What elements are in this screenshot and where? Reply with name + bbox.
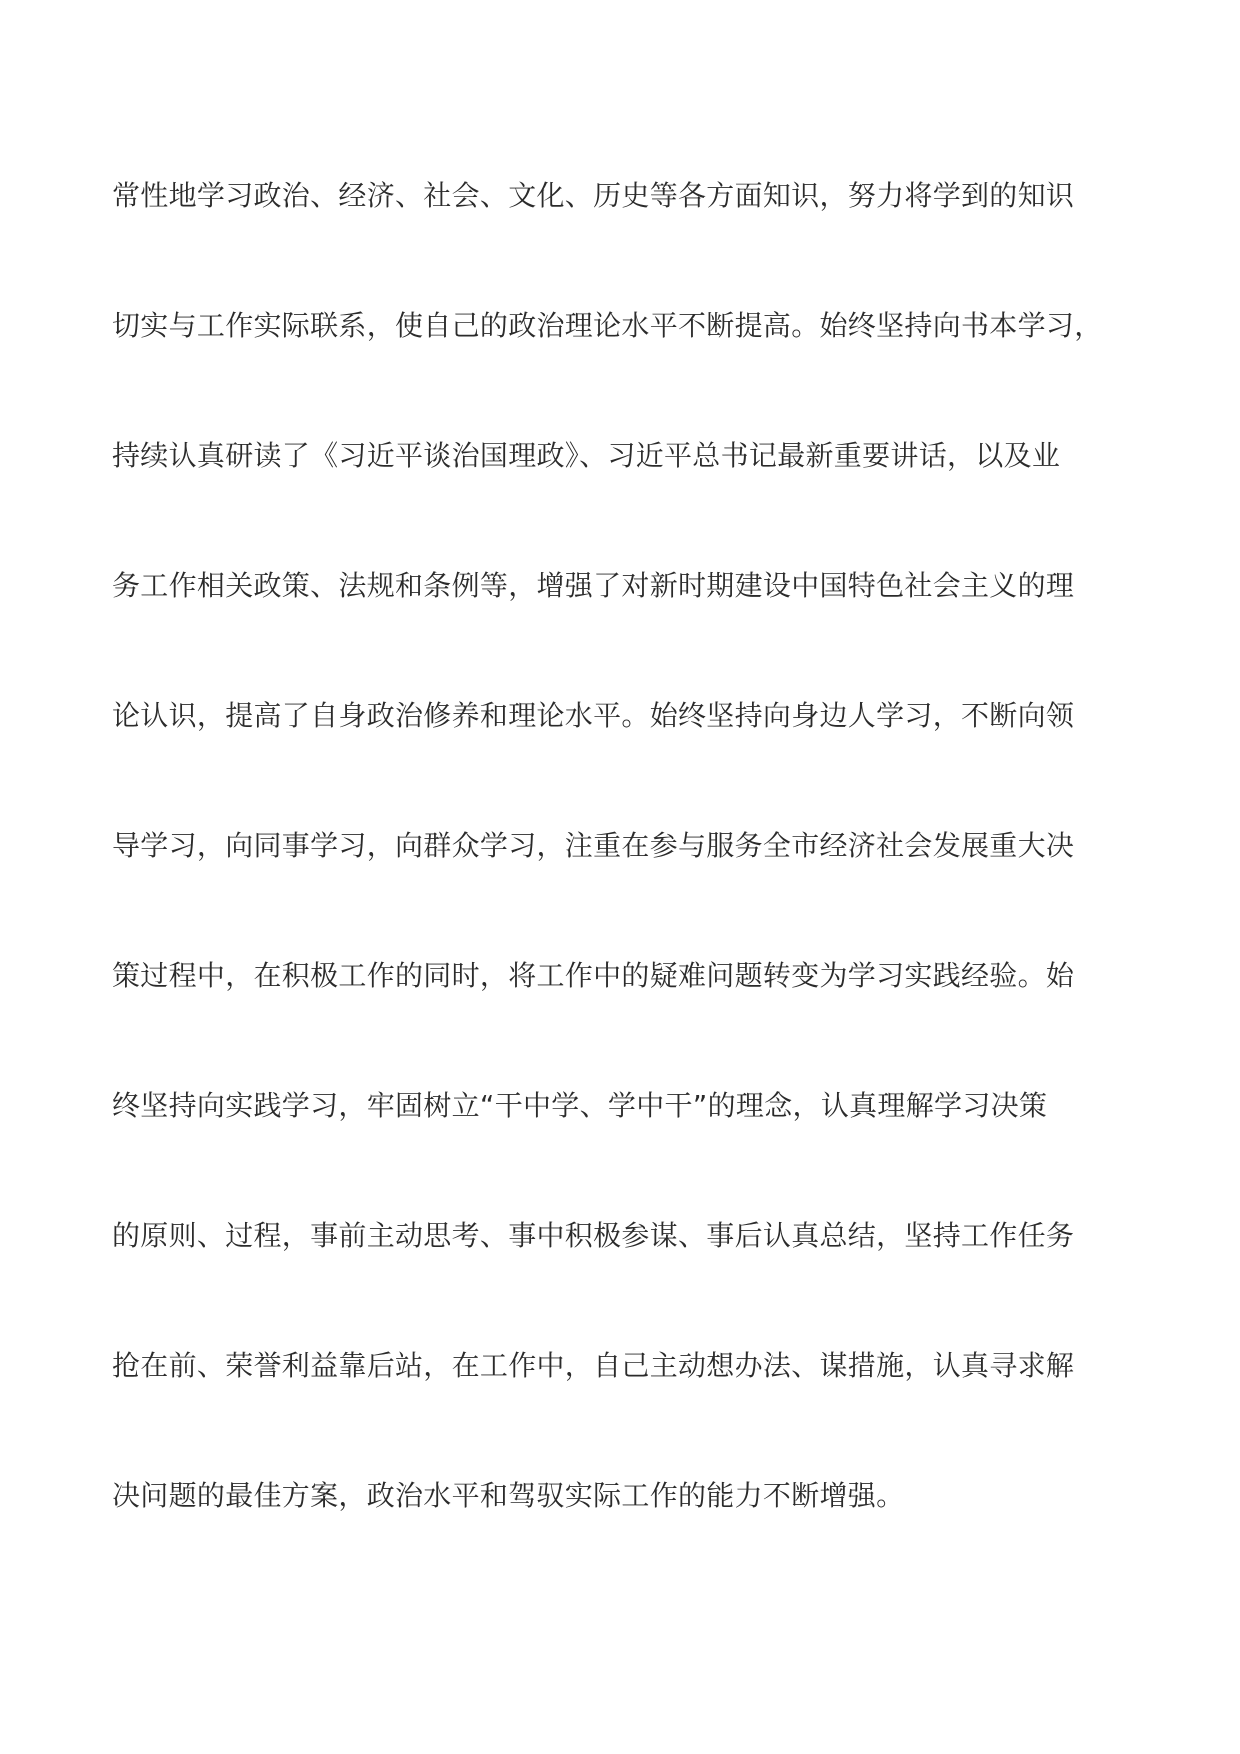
paragraph-line-8: 终坚持向实践学习，牢固树立“干中学、学中干”的理念，认真理解学习决策	[112, 1089, 1048, 1122]
paragraph-line-6: 导学习，向同事学习，向群众学习，注重在参与服务全市经济社会发展重大决	[112, 829, 1075, 862]
paragraph-line-10: 抢在前、荣誉利益靠后站，在工作中，自己主动想办法、谋措施，认真寻求解	[112, 1349, 1075, 1382]
paragraph-line-11: 决问题的最佳方案，政治水平和驾驭实际工作的能力不断增强。	[112, 1479, 905, 1512]
paragraph-line-2: 切实与工作实际联系，使自己的政治理论水平不断提高。始终坚持向书本学习，	[112, 309, 1103, 342]
paragraph-line-4: 务工作相关政策、法规和条例等，增强了对新时期建设中国特色社会主义的理	[112, 569, 1075, 602]
body-paragraph	[112, 160, 1152, 1590]
paragraph-line-3: 持续认真研读了《习近平谈治国理政》、习近平总书记最新重要讲话，以及业	[112, 439, 1061, 472]
paragraph-line-1: 常性地学习政治、经济、社会、文化、历史等各方面知识，努力将学到的知识	[112, 179, 1075, 212]
paragraph-line-5: 论认识，提高了自身政治修养和理论水平。始终坚持向身边人学习，不断向领	[112, 699, 1075, 732]
paragraph-line-7: 策过程中，在积极工作的同时，将工作中的疑难问题转变为学习实践经验。始	[112, 959, 1075, 992]
paragraph-line-9: 的原则、过程，事前主动思考、事中积极参谋、事后认真总结，坚持工作任务	[112, 1219, 1075, 1252]
